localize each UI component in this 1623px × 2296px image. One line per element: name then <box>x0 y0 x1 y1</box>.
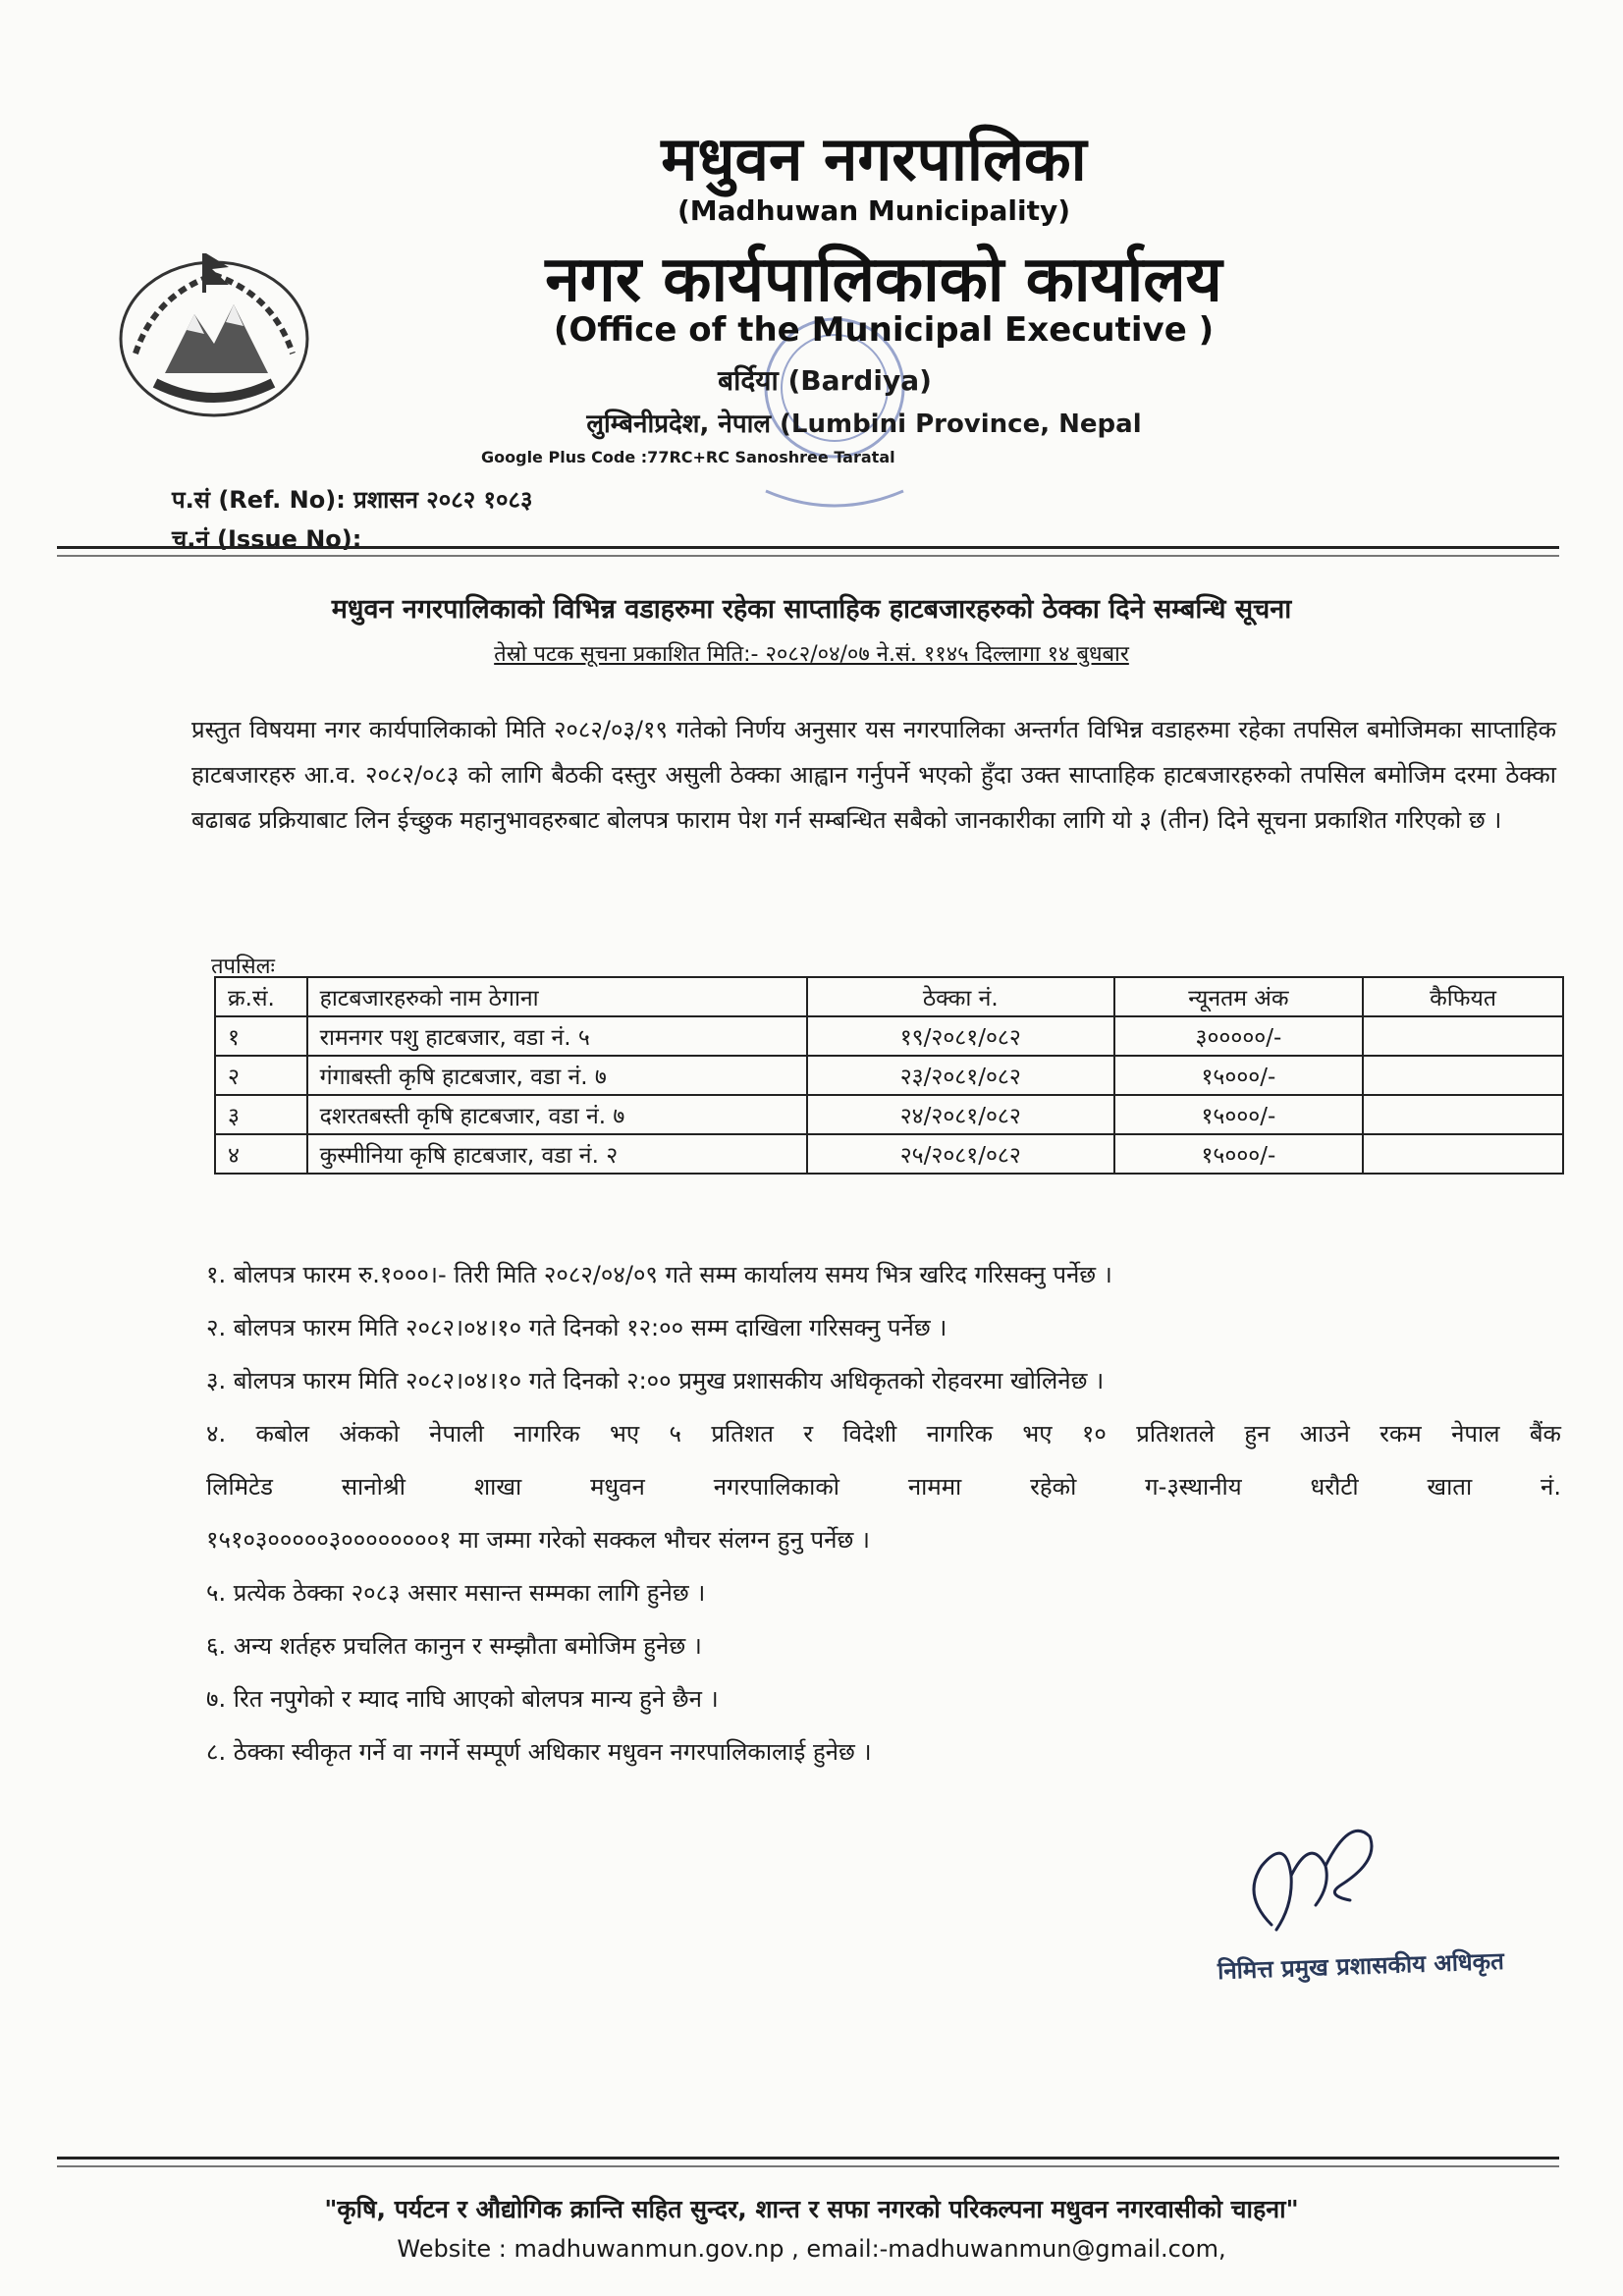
issue-no-label: च.नं (Issue No): <box>172 525 362 553</box>
signature-icon <box>1232 1807 1419 1944</box>
haat-bazaar-table <box>214 976 1564 1175</box>
notice-paragraph: प्रस्तुत विषयमा नगर कार्यपालिकाको मिति २०८२/०३/१९ गतेको निर्णय अनुसार यस नगरपालिका अन्तर्गत विभिन्न वडाहरुमा रहेका तपसिल बमोजिमका साप्ताहिक हाटबजारहरु आ.व. २०८२/०८३ को लागि बैठकी दस्तुर असुली ठेक्का आह्वान गर्नुपर्ने भएको हुँदा उक्त साप्ताहिक हाटबजारहरुको तपसिल बमोजिम दरमा ठेक्का बढाबढ प्रक्रियाबाट लिन ईच्छुक महानुभावहरुबाट बोलपत्र फाराम पेश गर्न सम्बन्धित सबैको जानकारीका लागि यो ३ (तीन) दिने सूचना प्रकाशित गरिएको छ । <box>191 716 1556 834</box>
ref-no <box>172 483 532 516</box>
col-header-name: हाटबजारहरुको नाम ठेगाना <box>307 977 807 1016</box>
municipality-name-np: मधुवन नगरपालिका <box>661 123 1087 194</box>
office-name-en: (Office of the Municipal Executive ) <box>553 310 1215 350</box>
nepal-emblem-icon <box>96 236 332 432</box>
condition-6: ६. अन्य शर्तहरु प्रचलित कानुन र सम्झौता बमोजिम हुनेछ । <box>206 1632 702 1660</box>
footer-divider <box>57 2157 1559 2167</box>
condition-5: ५. प्रत्येक ठेक्का २०८३ असार मसान्त सम्मका लागि हुनेछ । <box>206 1579 706 1607</box>
condition-3: ३. बोलपत्र फारम मिति २०८२।०४।१० गते दिनको २:०० प्रमुख प्रशासकीय अधिकृतको रोहवरमा खोलिनेछ । <box>206 1367 1105 1394</box>
condition-8: ८. ठेक्का स्वीकृत गर्ने वा नगर्ने सम्पूर्ण अधिकार मधुवन नगरपालिकालाई हुनेछ । <box>206 1738 872 1766</box>
cell-min-amount: १५०००/- <box>1114 1134 1363 1174</box>
cell-sn: ३ <box>215 1095 307 1134</box>
cell-sn: ४ <box>215 1134 307 1174</box>
cell-min-amount: १५०००/- <box>1114 1095 1363 1134</box>
ref-label: प.सं (Ref. No): <box>172 486 346 514</box>
cell-remarks <box>1363 1056 1563 1095</box>
tapsil-label: तपसिलः <box>211 955 275 979</box>
col-header-remarks: कैफियत <box>1363 977 1563 1016</box>
col-header-contract-no: ठेक्का नं. <box>807 977 1114 1016</box>
condition-7: ७. रित नपुगेको र म्याद नाघि आएको बोलपत्र मान्य हुने छैन । <box>206 1685 719 1713</box>
notice-subject: मधुवन नगरपालिकाको विभिन्न वडाहरुमा रहेका साप्ताहिक हाटबजारहरुको ठेक्का दिने सम्बन्धि सूचना <box>331 594 1292 625</box>
condition-2: २. बोलपत्र फारम मिति २०८२।०४।१० गते दिनको १२:०० सम्म दाखिला गरिसक्नु पर्नेछ । <box>206 1314 947 1341</box>
plus-code: Google Plus Code :77RC+RC Sanoshree Taratal <box>481 448 895 466</box>
table-row <box>215 1016 1563 1056</box>
municipality-name-en: (Madhuwan Municipality) <box>677 194 1070 227</box>
province-line: लुम्बिनीप्रदेश, नेपाल (Lumbini Province, Nepal <box>586 410 1142 439</box>
cell-remarks <box>1363 1134 1563 1174</box>
condition-4-line-1: ४. कबोल अंकको नेपाली नागरिक भए ५ प्रतिशत र विदेशी नागरिक भए १० प्रतिशतले हुन आउने रकम नेपाल बैंक <box>206 1420 1561 1448</box>
cell-remarks <box>1363 1095 1563 1134</box>
table-row <box>215 1134 1563 1174</box>
cell-contract-no: २४/२०८१/०८२ <box>807 1095 1114 1134</box>
condition-4-line-3: १५१०३०००००३००००००००१ मा जम्मा गरेको सक्कल भौचर संलग्न हुनु पर्नेछ । <box>206 1526 871 1554</box>
footer-motto: "कृषि, पर्यटन र औद्योगिक क्रान्ति सहित सुन्दर, शान्त र सफा नगरको परिकल्पना मधुवन नगरवासीको चाहना" <box>324 2195 1299 2223</box>
office-name-np: नगर कार्यपालिकाको कार्यालय <box>545 244 1222 316</box>
cell-sn: २ <box>215 1056 307 1095</box>
cell-sn: १ <box>215 1016 307 1056</box>
district-line: बर्दिया (Bardiya) <box>718 364 932 397</box>
cell-remarks <box>1363 1016 1563 1056</box>
cell-min-amount: ३०००००/- <box>1114 1016 1363 1056</box>
cell-name: दशरतबस्ती कृषि हाटबजार, वडा नं. ७ <box>307 1095 807 1134</box>
signatory-title: निमित्त प्रमुख प्रशासकीय अधिकृत <box>1217 1946 1505 1986</box>
cell-min-amount: १५०००/- <box>1114 1056 1363 1095</box>
cell-contract-no: २३/२०८१/०८२ <box>807 1056 1114 1095</box>
table-row <box>215 1095 1563 1134</box>
publication-date: तेस्रो पटक सूचना प्रकाशित मिति:- २०८२/०४/०७ ने.सं. ११४५ दिल्लागा १४ बुधबार <box>494 642 1129 667</box>
cell-contract-no: १९/२०८१/०८२ <box>807 1016 1114 1056</box>
table-header-row <box>215 977 1563 1016</box>
col-header-min-amount: न्यूनतम अंक <box>1114 977 1363 1016</box>
col-header-sn: क्र.सं. <box>215 977 307 1016</box>
cell-name: गंगाबस्ती कृषि हाटबजार, वडा नं. ७ <box>307 1056 807 1095</box>
cell-contract-no: २५/२०८१/०८२ <box>807 1134 1114 1174</box>
condition-4-line-2: लिमिटेड सानोश्री शाखा मधुवन नगरपालिकाको नाममा रहेको ग-३स्थानीय धरौटी खाता नं. <box>206 1473 1561 1501</box>
header-divider <box>57 546 1559 557</box>
table-row <box>215 1056 1563 1095</box>
cell-name: कुस्मीनिया कृषि हाटबजार, वडा नं. २ <box>307 1134 807 1174</box>
footer-website: Website : madhuwanmun.gov.np , email:-madhuwanmun@gmail.com, <box>397 2235 1226 2263</box>
condition-1: १. बोलपत्र फारम रु.१०००।- तिरी मिति २०८२/०४/०९ गते सम्म कार्यालय समय भित्र खरिद गरिसक्नु पर्नेछ । <box>206 1261 1112 1288</box>
cell-name: रामनगर पशु हाटबजार, वडा नं. ५ <box>307 1016 807 1056</box>
ref-value: प्रशासन २०८२ १०८३ <box>353 486 533 514</box>
